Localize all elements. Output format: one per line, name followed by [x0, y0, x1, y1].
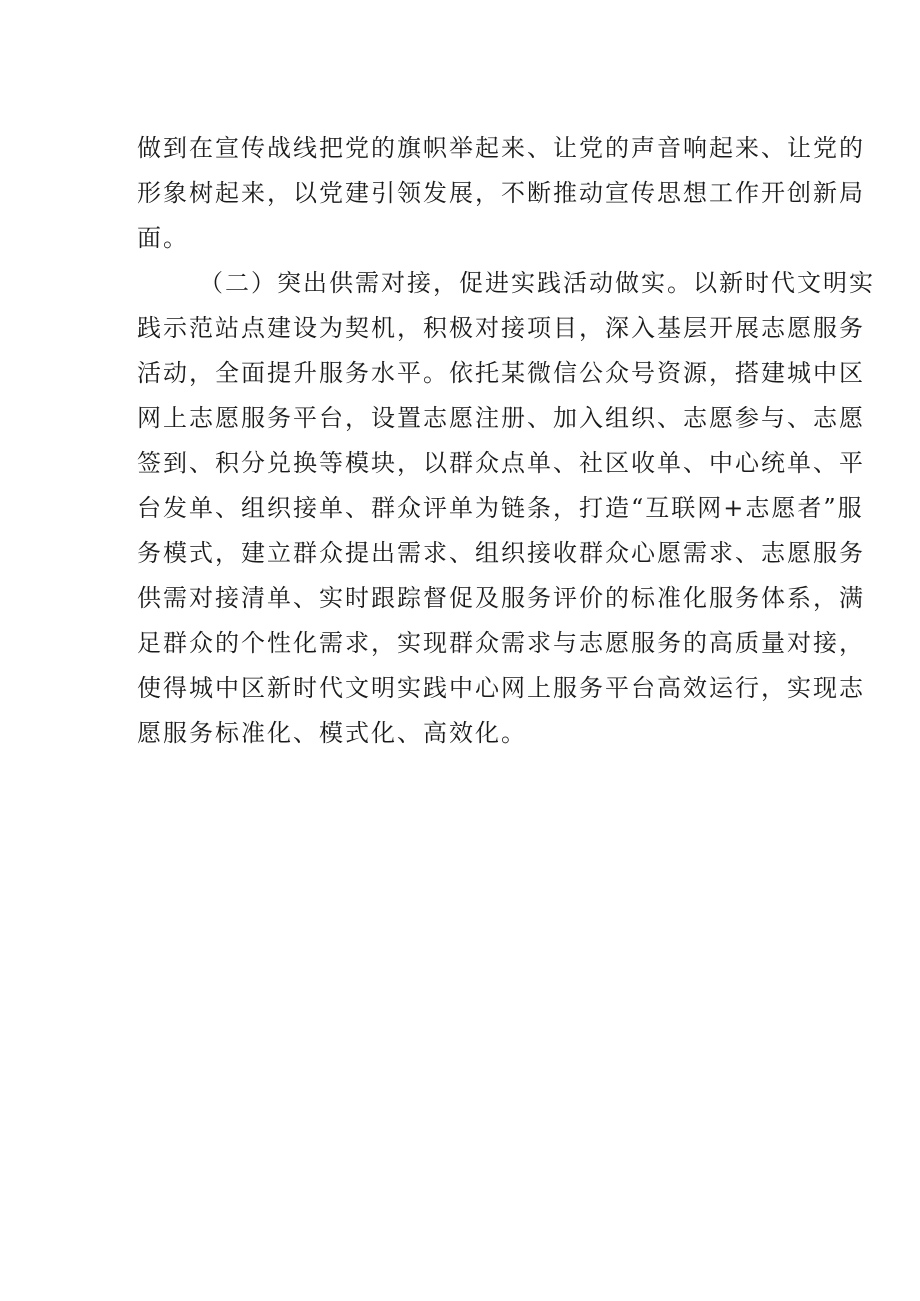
paragraph-section-two: [137, 261, 875, 756]
document-body: [137, 126, 875, 756]
text-line: 活动，全面提升服务水平。依托某微信公众号资源，搭建城中区: [137, 359, 865, 387]
text-line: 使得城中区新时代文明实践中心网上服务平台高效运行，实现志: [137, 674, 865, 702]
text-line: 台发单、组织接单、群众评单为链条，打造“互联网+志愿者”服: [137, 494, 864, 522]
section-heading-line: （二）突出供需对接，促进实践活动做实。以新时代文明实: [199, 269, 875, 297]
text-line: 网上志愿服务平台，设置志愿注册、加入组织、志愿参与、志愿: [137, 404, 865, 432]
text-line: 做到在宣传战线把党的旗帜举起来、让党的声音响起来、让党的: [137, 134, 865, 162]
text-line: 供需对接清单、实时跟踪督促及服务评价的标准化服务体系，满: [137, 584, 865, 612]
text-line: 务模式，建立群众提出需求、组织接收群众心愿需求、志愿服务: [137, 539, 865, 567]
text-line: 签到、积分兑换等模块，以群众点单、社区收单、中心统单、平: [137, 449, 865, 477]
text-line: 足群众的个性化需求，实现群众需求与志愿服务的高质量对接，: [137, 629, 865, 657]
text-line: 愿服务标准化、模式化、高效化。: [137, 719, 527, 747]
text-line: 面。: [137, 224, 189, 252]
text-line: 形象树起来，以党建引领发展，不断推动宣传思想工作开创新局: [137, 179, 865, 207]
paragraph-continuation: [137, 126, 865, 261]
text-line: 践示范站点建设为契机，积极对接项目，深入基层开展志愿服务: [137, 314, 865, 342]
